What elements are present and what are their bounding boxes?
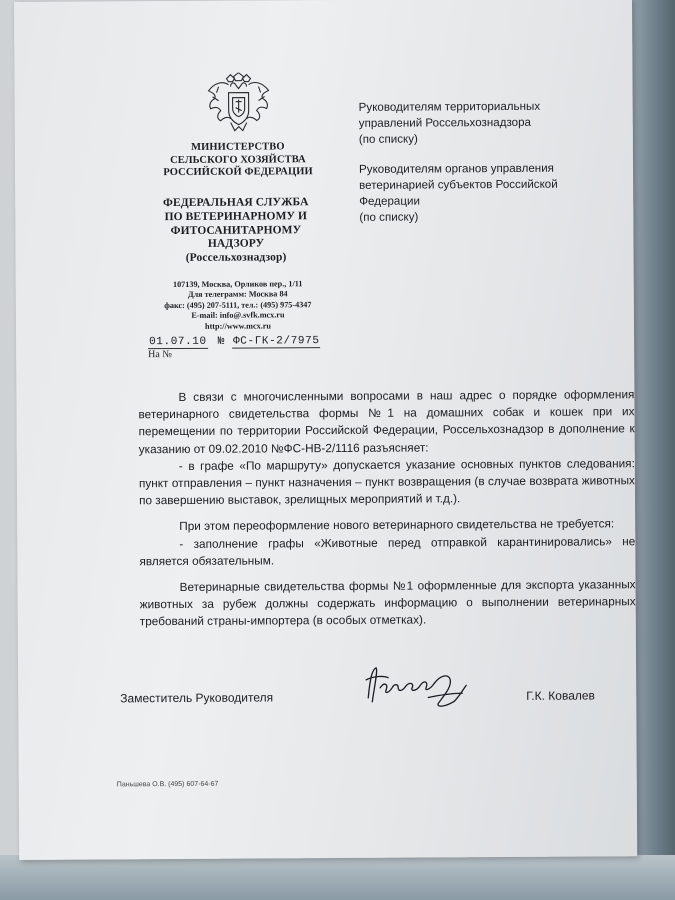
body-paragraph: - заполнение графы «Животные перед отправкой карантинировались» не является обязательным. — [139, 533, 636, 569]
executor-contact: Паньшева О.В. (495) 607-64-67 — [116, 780, 219, 789]
recipient-line: (по списку) — [359, 210, 419, 224]
recipient-line: Руководителям территориальных — [358, 99, 541, 114]
body-paragraph: Ветеринарные свидетельства формы №1 оформленные для экспорта указанных животных за рубеж должны содержать информацию о выполнении ветеринарных требований страны-импортера (в особых отметках). — [139, 577, 636, 629]
coat-of-arms-icon — [204, 72, 272, 138]
address-line: 107139, Москва, Орликов пер., 1/11 — [172, 279, 303, 290]
letter-body — [138, 386, 635, 631]
address-line: Для телеграмм: Москва 84 — [187, 289, 288, 300]
signatory-name: Г.К. Ковалев — [526, 688, 595, 703]
address-line: факс: (495) 207-5111, тел.: (495) 975-4347 — [164, 300, 312, 310]
service-line: ПО ВЕТЕРИНАРНОМУ И — [164, 210, 308, 223]
body-paragraph: При этом переоформление нового ветеринарного свидетельства не требуется: — [179, 516, 615, 534]
ministry-line: РОССИЙСКОЙ ФЕДЕРАЦИИ — [163, 166, 313, 179]
ministry-name — [143, 141, 333, 180]
reg-number: ФС-ГК-2/7975 — [233, 335, 320, 348]
address-line: E-mail: info@.svfk.mcx.ru — [191, 310, 285, 321]
registration-number — [148, 335, 321, 348]
recipient-line: Федерации — [359, 194, 420, 208]
recipient-line: (по списку) — [358, 132, 418, 146]
body-paragraph: - в графе «По маршруту» допускается указание основных пунктов следования: пункт отправления – пункт назначения – пункт возвращения (в случае возврата животных по завершению выставок, зрелищных мероприятий и т.д.). — [138, 456, 635, 508]
service-line: ФЕДЕРАЛЬНАЯ СЛУЖБА — [162, 196, 309, 210]
service-line: НАДЗОРУ — [207, 237, 265, 251]
signatory-title: Заместитель Руководителя — [120, 690, 274, 706]
reg-number-sign: № — [217, 335, 225, 348]
body-paragraph: В связи с многочисленными вопросами в наш адрес о порядке оформления ветеринарного свидетельства формы №1 на домашних собак и кошек при их перемещении по территории Российской Федерации, Россельхознадзор в дополнение к указанию от 09.02.2010 №ФС-НВ-2/1116 разъясняет: — [138, 387, 635, 456]
service-line: ФИТОСАНИТАРНОМУ — [170, 223, 302, 237]
recipient-line: ветеринарией субъектов Российской — [359, 177, 558, 192]
recipients-territorial — [359, 98, 599, 147]
background-bottom — [0, 855, 675, 900]
recipient-line: управлений Россельхознадзора — [358, 115, 532, 130]
reg-date: 01.07.10 — [149, 335, 207, 349]
recipient-line: Руководителям органов управления — [358, 161, 554, 176]
reply-to-field: На № — [148, 349, 172, 361]
sender-address — [128, 279, 348, 332]
letter-sheet — [14, 0, 637, 860]
ministry-line: МИНИСТЕРСТВО — [191, 141, 285, 153]
service-line: (Россельхознадзор) — [185, 251, 287, 265]
address-line: http://www.mcx.ru — [204, 321, 271, 331]
handwritten-signature — [358, 657, 478, 718]
service-name — [133, 196, 338, 266]
ministry-line: СЕЛЬСКОГО ХОЗЯЙСТВА — [170, 153, 306, 166]
recipients-regional — [359, 160, 599, 225]
